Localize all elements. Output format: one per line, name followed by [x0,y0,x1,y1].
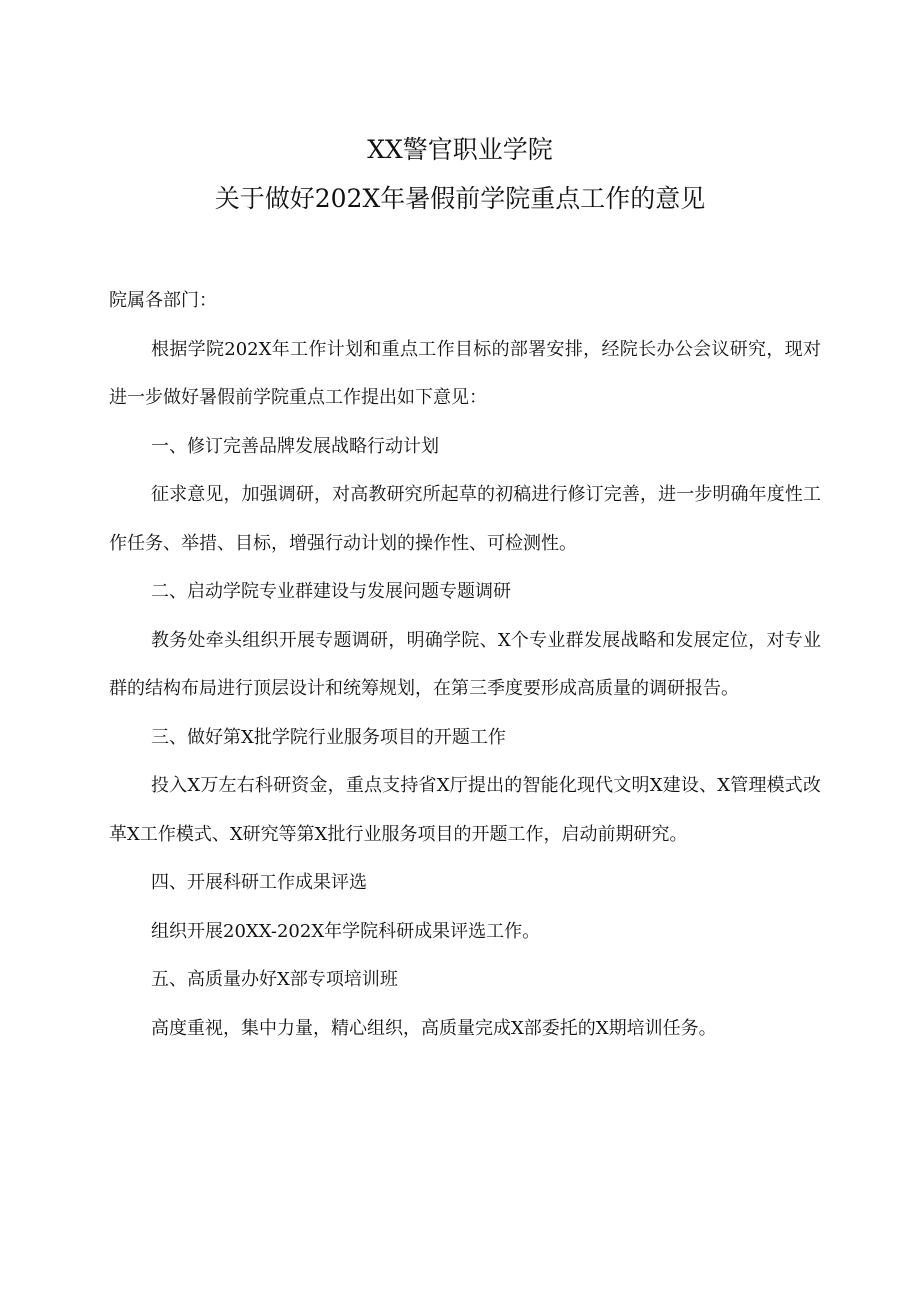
section-body-4: 组织开展20XX-202X年学院科研成果评选工作。 [151,920,541,942]
document-body [109,277,821,1053]
document-title-subject: 关于做好202X年暑假前学院重点工作的意见 [214,184,706,213]
section-body-3: 投入X万左右科研资金，重点支持省X厅提出的智能化现代文明X建设、X管理模式改革X工作模式、X研究等第X批行业服务项目的开题工作，启动前期研究。 [109,775,821,845]
section-heading-1: 一、修订完善品牌发展战略行动计划 [151,435,439,457]
section-heading-2: 二、启动学院专业群建设与发展问题专题调研 [151,581,511,602]
section-heading-5: 五、高质量办好X部专项培训班 [151,969,398,990]
section-body-1: 征求意见，加强调研，对高教研究所起草的初稿进行修订完善，进一步明确年度性工作任务、举措、目标，增强行动计划的操作性、可检测性。 [109,484,821,554]
section-heading-4: 四、开展科研工作成果评选 [151,872,367,893]
section-heading-3: 三、做好第X批学院行业服务项目的开题工作 [151,726,506,748]
section-body-2: 教务处牵头组织开展专题调研，明确学院、X个专业群发展战略和发展定位，对专业群的结构布局进行顶层设计和统筹规划，在第三季度要形成高质量的调研报告。 [109,629,821,699]
section-body-5: 高度重视，集中力量，精心组织，高质量完成X部委托的X期培训任务。 [151,1017,717,1039]
intro-paragraph: 根据学院202X年工作计划和重点工作目标的部署安排，经院长办公会议研究，现对进一步做好暑假前学院重点工作提出如下意见： [109,338,821,408]
salutation: 院属各部门： [109,290,217,311]
document-title-org: XX警官职业学院 [367,135,553,164]
